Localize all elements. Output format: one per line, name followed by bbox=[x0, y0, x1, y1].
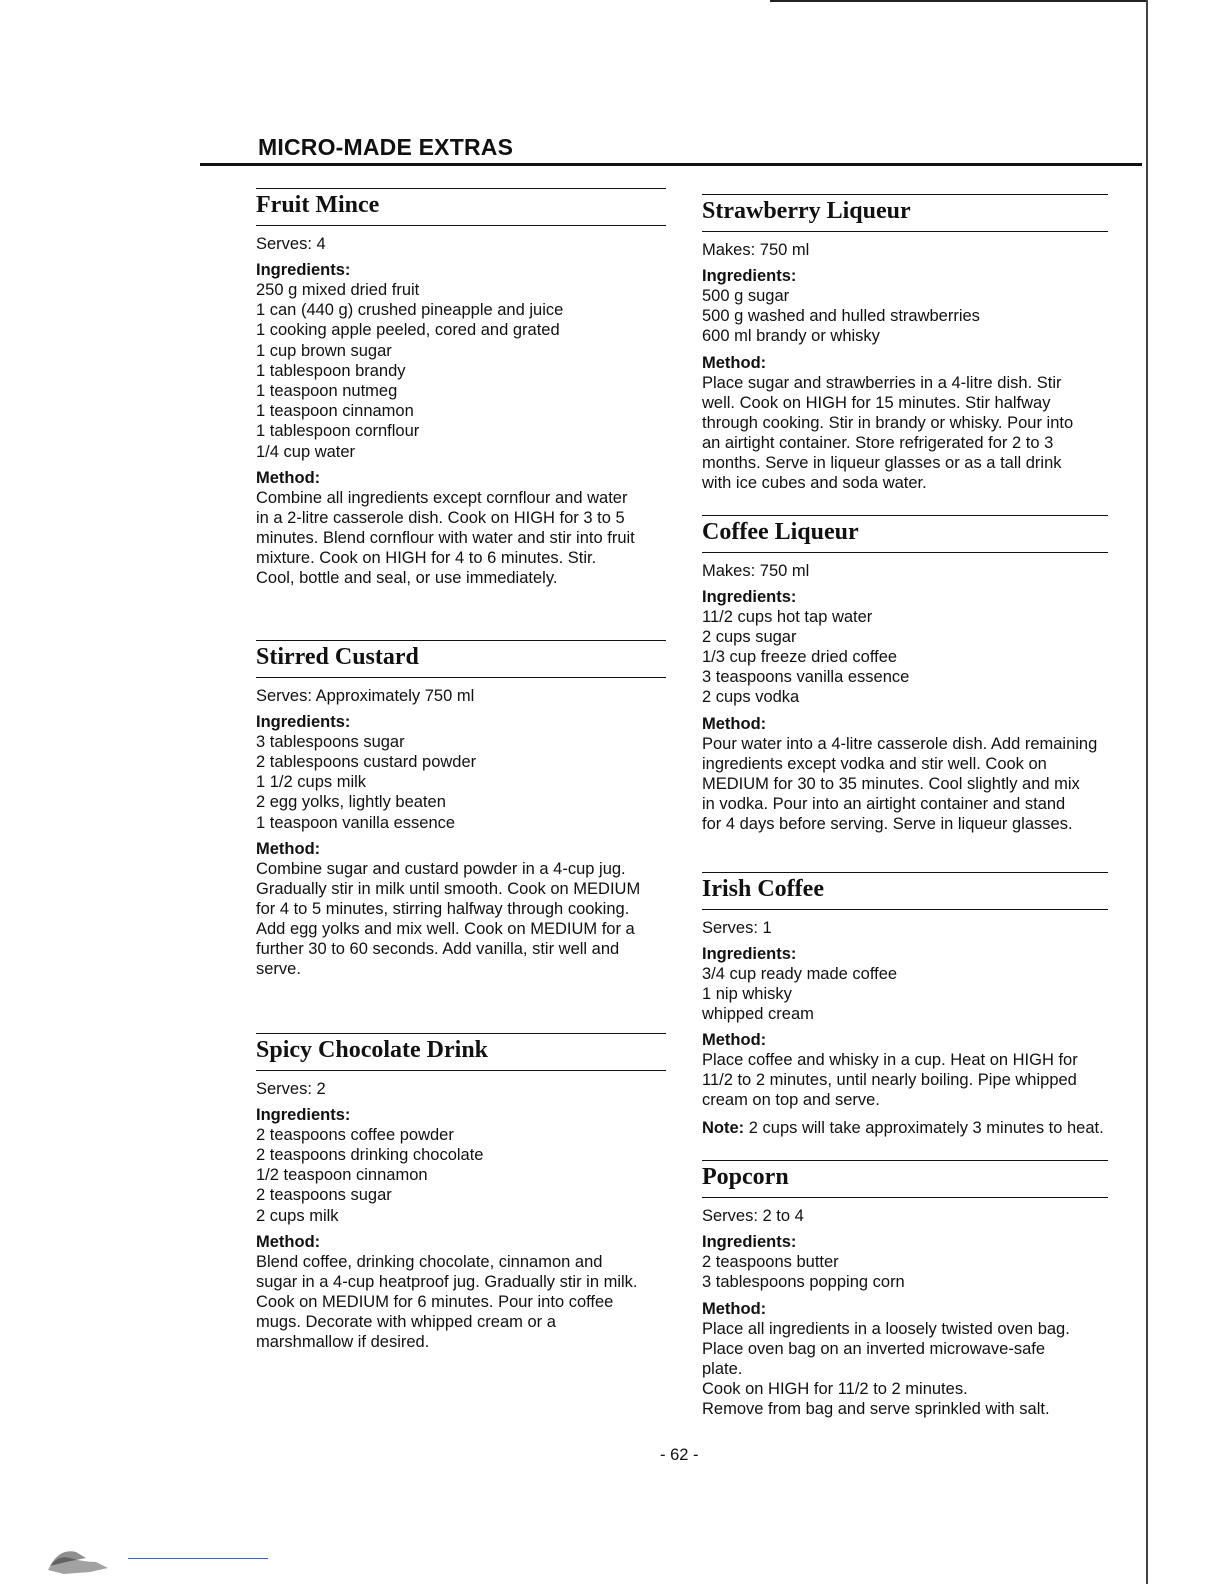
ingredient-item: 3 tablespoons sugar bbox=[256, 732, 405, 751]
ingredient-item: 3 teaspoons vanilla essence bbox=[702, 668, 910, 687]
ingredient-item: 1 cup brown sugar bbox=[256, 341, 392, 360]
recipe-yield: Serves: 1 bbox=[702, 918, 772, 937]
recipe-header bbox=[256, 188, 666, 226]
method-text bbox=[702, 1050, 1108, 1110]
recipe-yield: Makes: 750 ml bbox=[702, 561, 810, 580]
left-column bbox=[256, 188, 666, 1352]
recipe-header bbox=[702, 515, 1108, 553]
recipe-title: Irish Coffee bbox=[702, 875, 824, 902]
method-line: Cook on HIGH for 11/2 to 2 minutes. bbox=[702, 1379, 968, 1398]
method-line: Combine all ingredients except cornflour and water bbox=[256, 488, 628, 507]
recipe-irish-coffee bbox=[702, 872, 1108, 1139]
method-label: Method: bbox=[702, 353, 767, 372]
method-line: further 30 to 60 seconds. Add vanilla, stir well and bbox=[256, 939, 620, 958]
method-line: MEDIUM for 30 to 35 minutes. Cool slightly and mix bbox=[702, 774, 1080, 793]
ingredient-item: 2 cups sugar bbox=[702, 627, 797, 646]
method-line: Place oven bag on an inverted microwave-safe bbox=[702, 1339, 1046, 1358]
method-label: Method: bbox=[256, 1232, 321, 1251]
ingredient-item: 1 teaspoon vanilla essence bbox=[256, 813, 456, 832]
method-text bbox=[702, 734, 1108, 834]
method-line: ingredients except vodka and stir well. Cook on bbox=[702, 754, 1047, 773]
recipe-header bbox=[702, 194, 1108, 232]
note-label: Note: bbox=[702, 1119, 745, 1138]
ingredient-item: 1 can (440 g) crushed pineapple and juice bbox=[256, 301, 564, 320]
ingredient-item: 2 tablespoons custard powder bbox=[256, 753, 477, 772]
ingredients-label: Ingredients: bbox=[702, 1233, 797, 1252]
recipe-header bbox=[256, 640, 666, 678]
ingredient-item: 2 cups milk bbox=[256, 1206, 339, 1225]
section-title-rule bbox=[200, 163, 1142, 166]
recipe-title: Fruit Mince bbox=[256, 192, 380, 218]
ingredient-item: 1 tablespoon cornflour bbox=[256, 422, 420, 441]
method-line: Combine sugar and custard powder in a 4-cup jug. bbox=[256, 859, 626, 878]
ingredients-list bbox=[256, 280, 666, 462]
recipe-title: Strawberry Liqueur bbox=[702, 198, 911, 224]
ingredient-item: 11/2 cups hot tap water bbox=[702, 607, 873, 626]
recipe-yield: Makes: 750 ml bbox=[702, 241, 810, 259]
ingredients-label: Ingredients: bbox=[702, 267, 797, 285]
recipe-yield: Serves: 4 bbox=[256, 235, 326, 253]
ingredients-list bbox=[702, 964, 1108, 1025]
recipe-note bbox=[702, 1118, 1108, 1138]
recipe-fruit-mince bbox=[256, 188, 666, 588]
recipe-title: Popcorn bbox=[702, 1164, 789, 1191]
ingredient-item: 1 tablespoon brandy bbox=[256, 361, 406, 380]
ingredient-item: 1 1/2 cups milk bbox=[256, 773, 367, 792]
ingredients-label: Ingredients: bbox=[256, 712, 351, 731]
right-column bbox=[702, 194, 1108, 1419]
recipe-title: Stirred Custard bbox=[256, 643, 419, 670]
recipe-yield: Serves: Approximately 750 ml bbox=[256, 686, 475, 705]
ingredient-item: 2 egg yolks, lightly beaten bbox=[256, 793, 446, 812]
ingredient-item: 1 nip whisky bbox=[702, 984, 792, 1003]
method-text bbox=[256, 859, 666, 979]
method-line: well. Cook on HIGH for 15 minutes. Stir halfway bbox=[702, 393, 1051, 412]
ingredients-list bbox=[702, 607, 1108, 708]
method-line: mixture. Cook on HIGH for 4 to 6 minutes. Stir. bbox=[256, 548, 597, 567]
ingredient-item: 3 tablespoons popping corn bbox=[702, 1273, 905, 1292]
recipe-spicy-chocolate-drink bbox=[256, 1033, 666, 1352]
scan-smudge-mark bbox=[46, 1540, 116, 1576]
method-label: Method: bbox=[702, 1299, 767, 1318]
method-label: Method: bbox=[256, 468, 321, 487]
method-line: Pour water into a 4-litre casserole dish. Add remaining bbox=[702, 734, 1098, 753]
method-line: plate. bbox=[702, 1359, 743, 1378]
method-line: cream on top and serve. bbox=[702, 1091, 880, 1110]
method-line: serve. bbox=[256, 959, 301, 978]
ingredient-item: 1/3 cup freeze dried coffee bbox=[702, 648, 898, 667]
ingredient-item: 1 teaspoon nutmeg bbox=[256, 382, 398, 401]
scan-right-edge bbox=[1146, 0, 1148, 1584]
ingredients-list bbox=[256, 732, 666, 833]
page-number: - 62 - bbox=[660, 1446, 699, 1464]
ingredient-item: 1 cooking apple peeled, cored and grated bbox=[256, 321, 560, 340]
method-line: an airtight container. Store refrigerated for 2 to 3 bbox=[702, 433, 1054, 452]
recipe-coffee-liqueur bbox=[702, 515, 1108, 834]
recipe-header bbox=[256, 1033, 666, 1071]
method-line: 11/2 to 2 minutes, until nearly boiling. Pipe whipped bbox=[702, 1071, 1077, 1090]
method-line: minutes. Blend cornflour with water and stir into fruit bbox=[256, 528, 635, 547]
method-line: sugar in a 4-cup heatproof jug. Gradually stir in milk. bbox=[256, 1272, 638, 1291]
method-line: Place all ingredients in a loosely twisted oven bag. bbox=[702, 1319, 1070, 1338]
method-line: Cool, bottle and seal, or use immediately. bbox=[256, 568, 558, 587]
method-label: Method: bbox=[702, 1031, 767, 1050]
method-line: with ice cubes and soda water. bbox=[702, 473, 927, 492]
ingredient-item: whipped cream bbox=[702, 1005, 814, 1024]
method-text bbox=[256, 488, 666, 588]
ingredients-list bbox=[256, 1125, 666, 1226]
method-line: Place coffee and whisky in a cup. Heat on HIGH for bbox=[702, 1051, 1078, 1070]
method-text bbox=[702, 373, 1108, 493]
ingredient-item: 2 teaspoons sugar bbox=[256, 1186, 392, 1205]
recipe-stirred-custard bbox=[256, 640, 666, 979]
method-line: in vodka. Pour into an airtight container and stand bbox=[702, 794, 1066, 813]
method-line: for 4 to 5 minutes, stirring halfway through cooking. bbox=[256, 899, 630, 918]
ingredient-item: 600 ml brandy or whisky bbox=[702, 327, 880, 346]
ingredient-item: 500 g washed and hulled strawberries bbox=[702, 307, 980, 326]
section-title: MICRO-MADE EXTRAS bbox=[258, 134, 514, 160]
method-text bbox=[702, 1319, 1108, 1419]
ingredient-item: 1/2 teaspoon cinnamon bbox=[256, 1166, 428, 1185]
method-line: months. Serve in liqueur glasses or as a tall drink bbox=[702, 453, 1062, 472]
method-line: through cooking. Stir in brandy or whisky. Pour into bbox=[702, 413, 1074, 432]
ingredient-item: 2 cups vodka bbox=[702, 688, 800, 707]
recipe-strawberry-liqueur bbox=[702, 194, 1108, 493]
method-line: Add egg yolks and mix well. Cook on MEDIUM for a bbox=[256, 919, 635, 938]
scan-top-edge bbox=[770, 0, 1146, 2]
method-line: marshmallow if desired. bbox=[256, 1332, 430, 1351]
method-line: Remove from bag and serve sprinkled with salt. bbox=[702, 1399, 1050, 1418]
scan-margin-line bbox=[128, 1558, 268, 1559]
recipe-yield: Serves: 2 to 4 bbox=[702, 1207, 804, 1226]
recipe-header bbox=[702, 872, 1108, 910]
recipe-popcorn bbox=[702, 1160, 1108, 1418]
ingredients-label: Ingredients: bbox=[702, 587, 797, 606]
ingredients-list bbox=[702, 286, 1108, 347]
ingredient-item: 3/4 cup ready made coffee bbox=[702, 964, 898, 983]
recipe-yield: Serves: 2 bbox=[256, 1079, 326, 1098]
ingredient-item: 1 teaspoon cinnamon bbox=[256, 402, 414, 421]
ingredient-item: 2 teaspoons drinking chocolate bbox=[256, 1146, 484, 1165]
method-label: Method: bbox=[256, 839, 321, 858]
note-text: 2 cups will take approximately 3 minutes to heat. bbox=[748, 1119, 1104, 1138]
ingredients-label: Ingredients: bbox=[256, 261, 351, 279]
ingredient-item: 1/4 cup water bbox=[256, 442, 356, 461]
recipe-title: Coffee Liqueur bbox=[702, 518, 859, 545]
method-line: Gradually stir in milk until smooth. Cook on MEDIUM bbox=[256, 879, 641, 898]
method-line: in a 2-litre casserole dish. Cook on HIGH for 3 to 5 bbox=[256, 508, 625, 527]
ingredient-item: 2 teaspoons butter bbox=[702, 1253, 839, 1272]
ingredients-label: Ingredients: bbox=[256, 1105, 351, 1124]
method-line: for 4 days before serving. Serve in liqueur glasses. bbox=[702, 814, 1073, 833]
ingredient-item: 2 teaspoons coffee powder bbox=[256, 1125, 454, 1144]
method-line: Cook on MEDIUM for 6 minutes. Pour into coffee bbox=[256, 1292, 614, 1311]
method-label: Method: bbox=[702, 714, 767, 733]
ingredients-label: Ingredients: bbox=[702, 944, 797, 963]
method-line: mugs. Decorate with whipped cream or a bbox=[256, 1312, 556, 1331]
method-line: Place sugar and strawberries in a 4-litre dish. Stir bbox=[702, 373, 1062, 392]
recipe-header bbox=[702, 1160, 1108, 1198]
recipe-title: Spicy Chocolate Drink bbox=[256, 1036, 489, 1063]
ingredient-item: 250 g mixed dried fruit bbox=[256, 281, 420, 299]
method-line: Blend coffee, drinking chocolate, cinnamon and bbox=[256, 1252, 603, 1271]
method-text bbox=[256, 1252, 666, 1352]
ingredient-item: 500 g sugar bbox=[702, 287, 790, 305]
ingredients-list bbox=[702, 1252, 1108, 1292]
